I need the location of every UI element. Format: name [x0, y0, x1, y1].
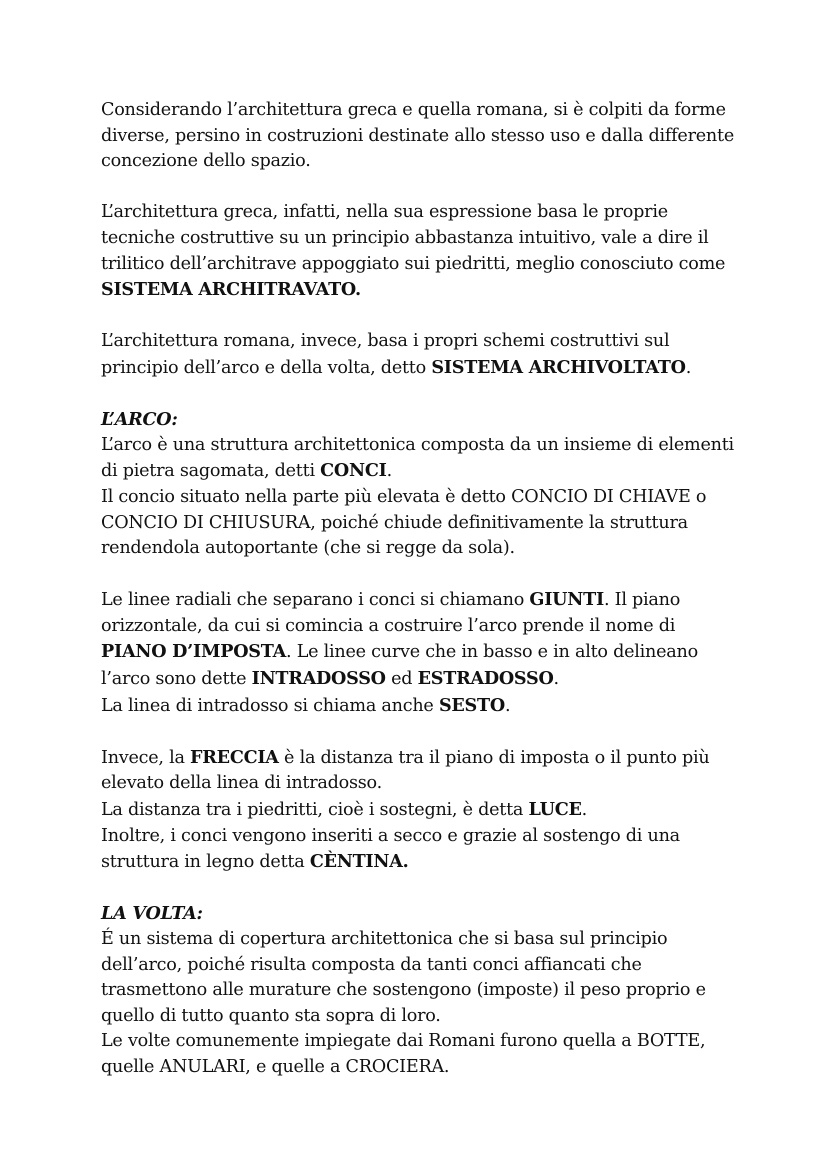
arco-text: ed	[385, 669, 418, 690]
arco-text: Invece, la	[101, 747, 191, 768]
volta-text: É un sistema di copertura architettonica che si basa sul principio dell’arco, poiché risulta composta da tanti conci affiancati che trasmettono alle murature che sostengono (imposte) il peso proprio e quello di tutto quanto sta sopra di loro.	[101, 929, 706, 1026]
arco-paragraph-7	[101, 824, 741, 876]
arco-text: . Il piano orizzontale, da cui si comincia a costruire l’arco prende il nome di	[101, 590, 681, 636]
term-conci: CONCI	[320, 460, 387, 482]
arco-text: . Le linee curve che in basso e in alto delineano l’arco sono dette	[101, 642, 698, 690]
term-giunti: GIUNTI	[529, 589, 604, 611]
arco-paragraph-1	[101, 433, 741, 485]
arco-paragraph-5	[101, 745, 741, 797]
arco-paragraph-4	[101, 693, 741, 720]
punctuation: .	[581, 800, 588, 821]
intro-paragraph-1	[101, 98, 741, 175]
intro-paragraph-2	[101, 200, 741, 303]
arco-text: Il concio situato nella parte più elevata è detto CONCIO DI CHIAVE o CONCIO DI CHIUSURA, poiché chiude definitivamente la struttura rendendola autoportante (che si regge da sola).	[101, 486, 707, 559]
punctuation: .	[685, 357, 692, 378]
section-arco	[101, 407, 741, 876]
term-centina: CÈNTINA.	[309, 851, 409, 873]
arco-text: Inoltre, i conci vengono inseriti a secco e grazie al sostengo di una struttura in legno detta	[101, 825, 680, 873]
term-sesto: SESTO	[438, 694, 505, 716]
arco-text: La distanza tra i piedritti, cioè i sostegni, è detta	[101, 800, 529, 821]
term-estradosso: ESTRADOSSO	[417, 668, 554, 690]
intro-text: Considerando l’architettura greca e quella romana, si è colpiti da forme diverse, persino in costruzioni destinate allo stesso uso e dalla differente concezione dello spazio.	[101, 100, 734, 172]
volta-paragraph-2	[101, 1029, 741, 1080]
intro-text: L’architettura romana, invece, basa i propri schemi costruttivi sul principio dell’arco e della volta, detto	[101, 331, 670, 378]
arco-paragraph-3	[101, 587, 741, 692]
punctuation: .	[553, 669, 559, 690]
text-column	[101, 98, 741, 1081]
term-sistema-archivoltato: SISTEMA ARCHIVOLTATO	[431, 356, 686, 378]
arco-paragraph-6	[101, 797, 741, 824]
punctuation: .	[386, 461, 392, 482]
section-heading-volta: LA VOLTA:	[101, 903, 203, 925]
intro-text: L’architettura greca, infatti, nella sua espressione basa le proprie tecniche costruttive su un principio abbastanza intuitivo, vale a dire il trilitico dell’architrave appoggiato sui piedritti, meglio conosciuto come	[101, 202, 726, 274]
arco-text: L’arco è una struttura architettonica composta da un insieme di elementi di pietra sagomata, detti	[101, 434, 734, 482]
punctuation: .	[504, 695, 511, 716]
term-freccia: FRECCIA	[190, 746, 279, 768]
arco-text: Le linee radiali che separano i conci si chiamano	[101, 590, 530, 611]
arco-text: è la distanza tra il piano di imposta o il punto più elevato della linea di intradosso.	[101, 747, 710, 794]
term-piano-d-imposta: PIANO D’IMPOSTA	[101, 641, 287, 663]
arco-text: La linea di intradosso si chiama anche	[101, 695, 439, 716]
term-luce: LUCE	[528, 799, 582, 821]
volta-text: Le volte comunemente impiegate dai Romani furono quella a BOTTE, quelle ANULARI, e quelle a CROCIERA.	[101, 1031, 706, 1077]
section-heading-arco: L’ARCO:	[101, 409, 178, 431]
arco-paragraph-2	[101, 485, 741, 562]
intro-paragraph-3	[101, 329, 741, 381]
term-intradosso: INTRADOSSO	[251, 668, 386, 690]
volta-paragraph-1	[101, 927, 741, 1029]
section-volta	[101, 901, 741, 1080]
term-sistema-architravato: SISTEMA ARCHITRAVATO.	[101, 279, 361, 301]
